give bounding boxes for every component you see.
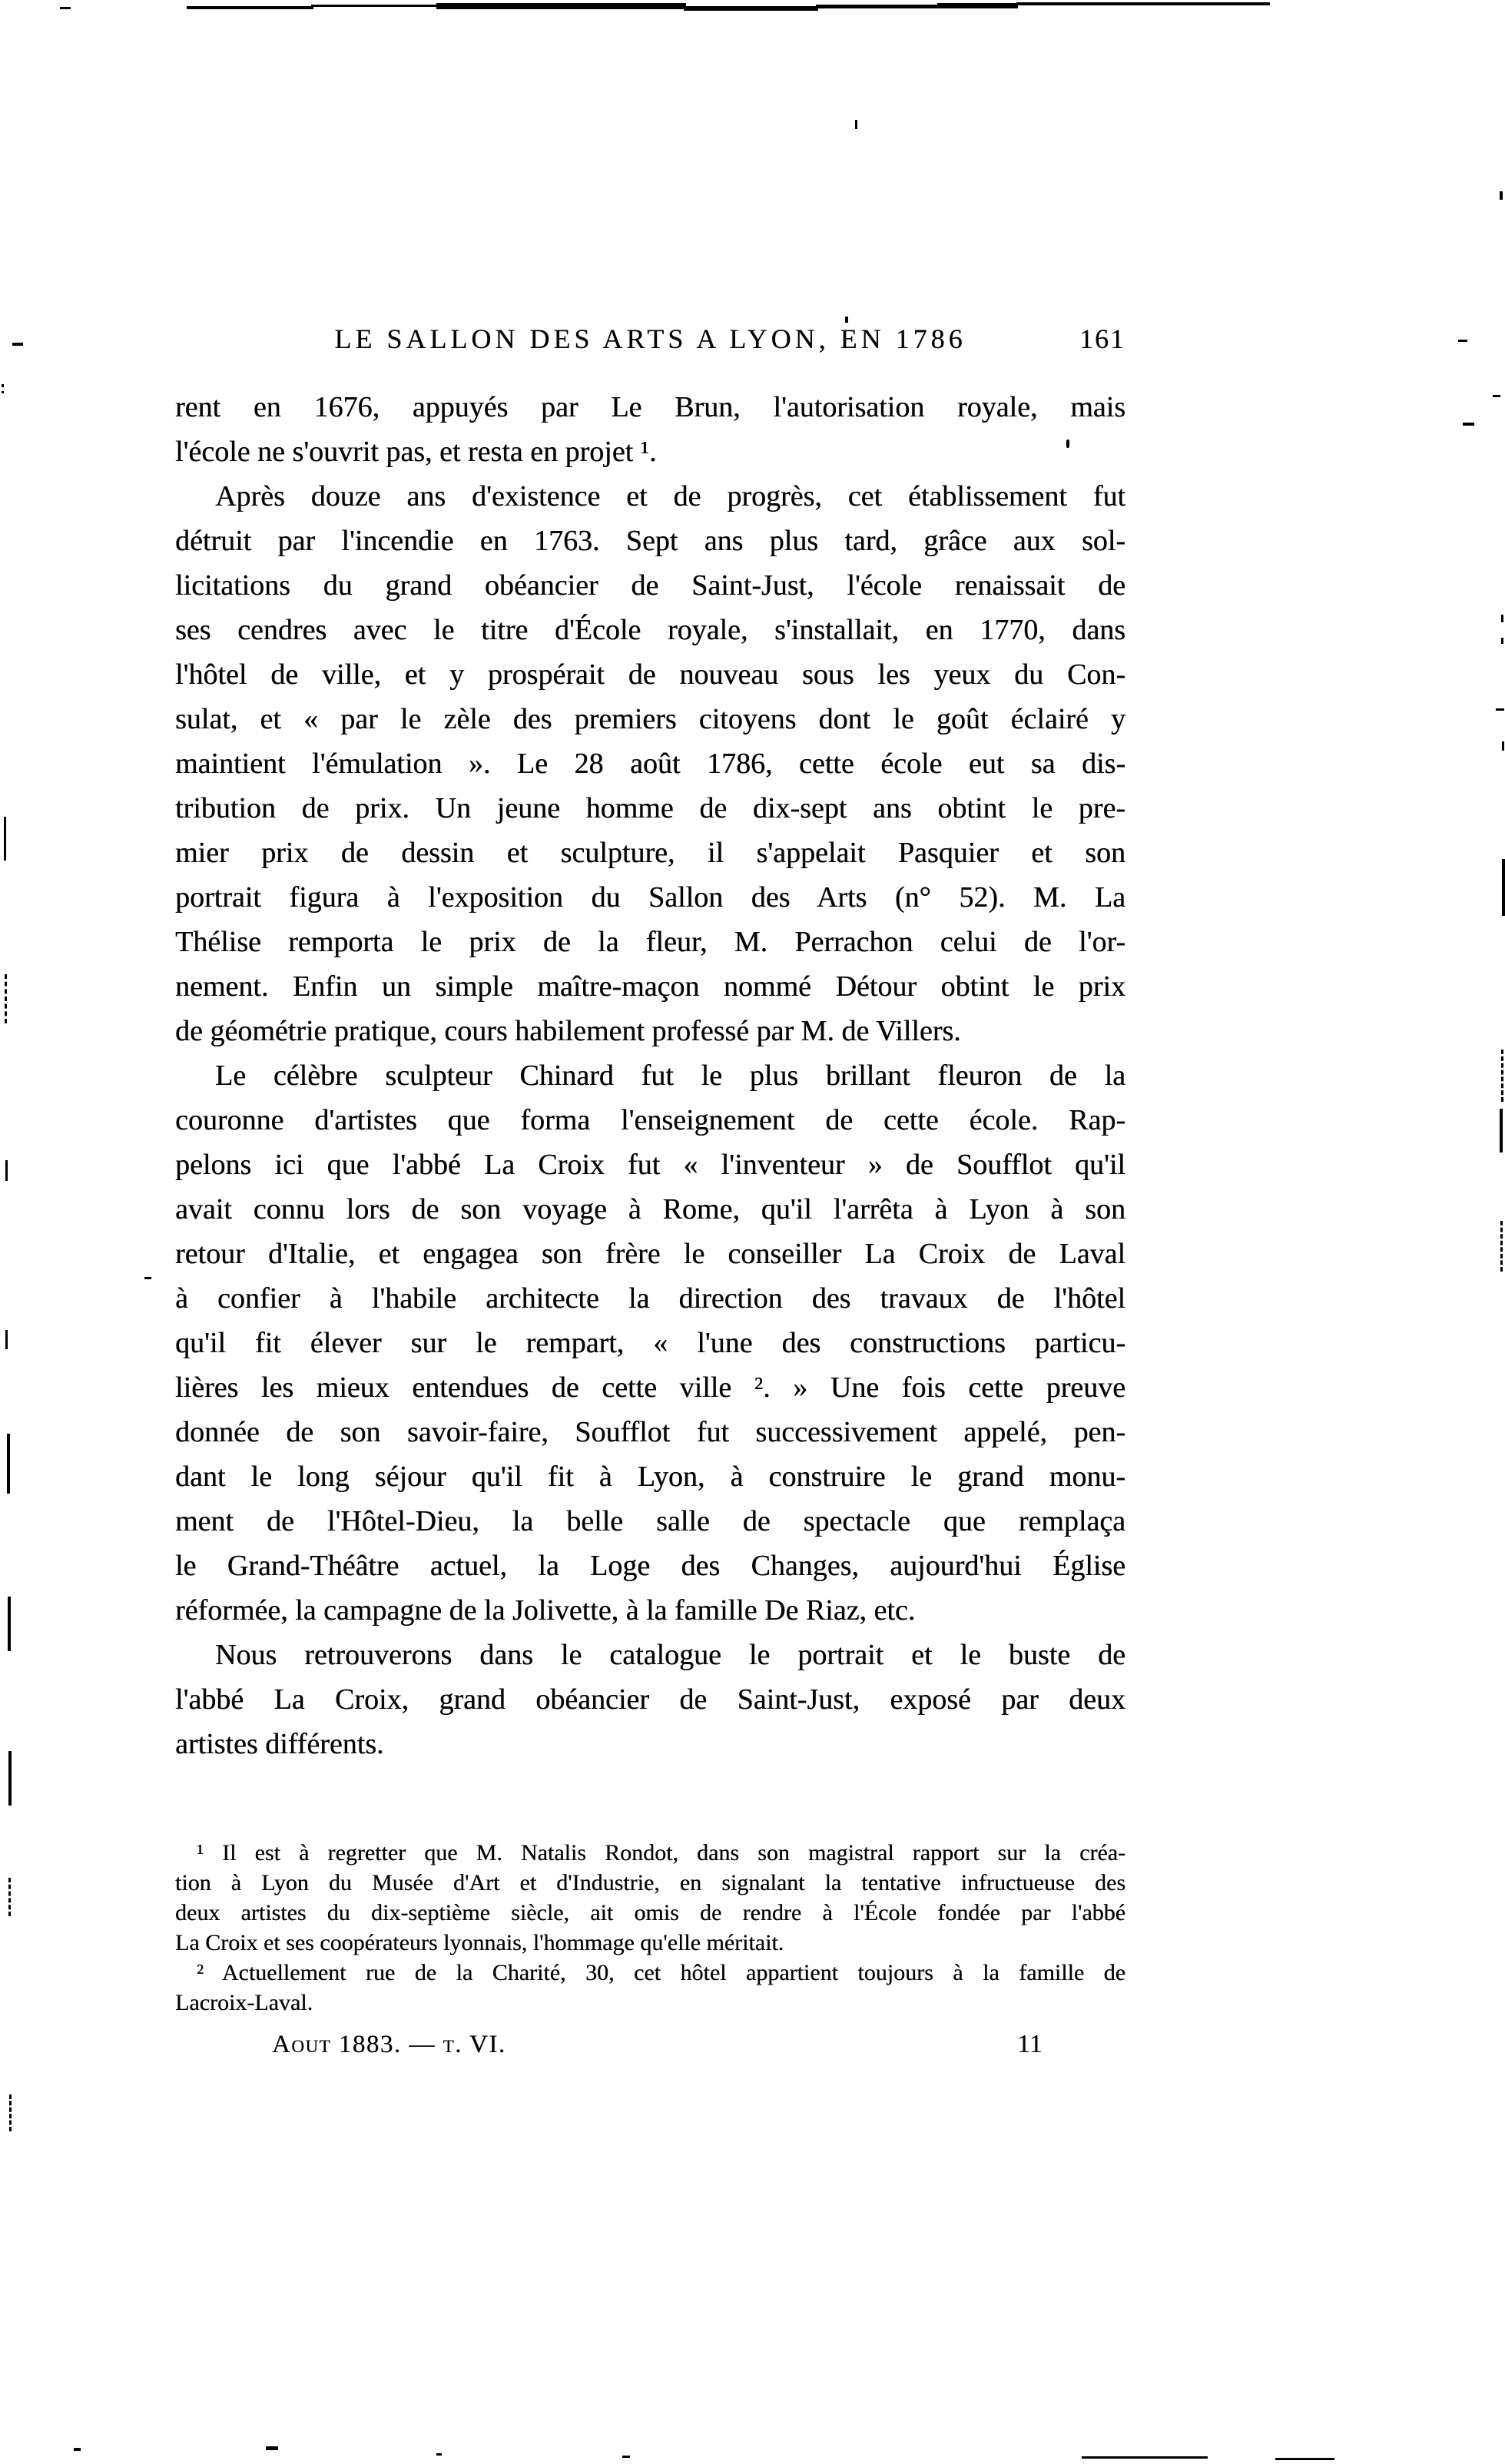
text-line: l'école ne s'ouvrit pas, et resta en projet ¹.: [175, 436, 657, 468]
text-line: avait connu lors de son voyage à Rome, qu'il l'arrêta à Lyon à son: [175, 1193, 1125, 1225]
text-line: l'hôtel de ville, et y prospérait de nouveau sous les yeux du Con-: [175, 658, 1125, 691]
page-footer: [175, 2025, 1125, 2064]
footnotes: [175, 1838, 1125, 2018]
text-line: lières les mieux entendues de cette ville ². » Une fois cette preuve: [175, 1371, 1125, 1404]
footnote-line: Lacroix-Laval.: [175, 1990, 313, 2015]
text-line: ses cendres avec le titre d'École royale, s'installait, en 1770, dans: [175, 614, 1125, 646]
text-line: licitations du grand obéancier de Saint-Just, l'école renaissait de: [175, 569, 1125, 602]
text-line: maintient l'émulation ». Le 28 août 1786, cette école eut sa dis-: [175, 748, 1125, 780]
text-line: portrait figura à l'exposition du Sallon des Arts (n° 52). M. La: [175, 881, 1125, 914]
text-line: dant le long séjour qu'il fit à Lyon, à construire le grand monu-: [175, 1461, 1125, 1493]
footnote-line: ¹ Il est à regretter que M. Natalis Rondot, dans son magistral rapport sur la créa-: [197, 1840, 1125, 1865]
text-line: qu'il fit élever sur le rempart, « l'une des constructions particu-: [175, 1327, 1125, 1359]
text-line: pelons ici que l'abbé La Croix fut « l'inventeur » de Soufflot qu'il: [175, 1149, 1125, 1181]
text-line: couronne d'artistes que forma l'enseignement de cette école. Rap-: [175, 1104, 1125, 1136]
text-line: réformée, la campagne de la Jolivette, à la famille De Riaz, etc.: [175, 1594, 916, 1627]
text-line: ment de l'Hôtel-Dieu, la belle salle de spectacle que remplaça: [175, 1505, 1125, 1537]
text-line: rent en 1676, appuyés par Le Brun, l'autorisation royale, mais: [175, 391, 1125, 423]
text-line: à confier à l'habile architecte la direction des travaux de l'hôtel: [175, 1282, 1125, 1315]
footnote-line: tion à Lyon du Musée d'Art et d'Industrie, en signalant la tentative infructueuse des: [175, 1870, 1125, 1895]
body-text: [175, 385, 1125, 1766]
text-line: mier prix de dessin et sculpture, il s'appelait Pasquier et son: [175, 837, 1125, 869]
text-line: détruit par l'incendie en 1763. Sept ans plus tard, grâce aux sol-: [175, 525, 1125, 557]
text-line: tribution de prix. Un jeune homme de dix-sept ans obtint le pre-: [175, 792, 1125, 824]
text-line: de géométrie pratique, cours habilement professé par M. de Villers.: [175, 1015, 961, 1047]
text-line: Le célèbre sculpteur Chinard fut le plus brillant fleuron de la: [215, 1060, 1125, 1092]
text-line: Après douze ans d'existence et de progrès, cet établissement fut: [215, 480, 1125, 512]
text-line: nement. Enfin un simple maître-maçon nommé Détour obtint le prix: [175, 970, 1125, 1003]
footnote-line: ² Actuellement rue de la Charité, 30, cet hôtel appartient toujours à la famille de: [197, 1960, 1125, 1985]
text-line: Nous retrouverons dans le catalogue le portrait et le buste de: [215, 1639, 1125, 1671]
footnote-line: deux artistes du dix-septième siècle, ait omis de rendre à l'École fondée par l'abbé: [175, 1900, 1125, 1925]
page-number: 161: [1079, 323, 1125, 354]
text-line: l'abbé La Croix, grand obéancier de Saint-Just, exposé par deux: [175, 1683, 1125, 1716]
text-line: artistes différents.: [175, 1728, 384, 1760]
text-line: retour d'Italie, et engagea son frère le conseiller La Croix de Laval: [175, 1238, 1125, 1270]
footnote-line: La Croix et ses coopérateurs lyonnais, l'hommage qu'elle méritait.: [175, 1930, 784, 1955]
running-title: LE SALLON DES ARTS A LYON, EN 1786: [334, 323, 966, 354]
page-header: [175, 317, 1125, 360]
text-line: sulat, et « par le zèle des premiers citoyens dont le goût éclairé y: [175, 703, 1125, 735]
footer-page-signature: 11: [1017, 2030, 1043, 2058]
text-line: Thélise remporta le prix de la fleur, M. Perrachon celui de l'or-: [175, 926, 1125, 958]
footer-date-volume: Aout 1883. — t. VI.: [272, 2031, 506, 2058]
text-line: donnée de son savoir-faire, Soufflot fut successivement appelé, pen-: [175, 1416, 1125, 1448]
text-line: le Grand-Théâtre actuel, la Loge des Changes, aujourd'hui Église: [175, 1550, 1125, 1582]
